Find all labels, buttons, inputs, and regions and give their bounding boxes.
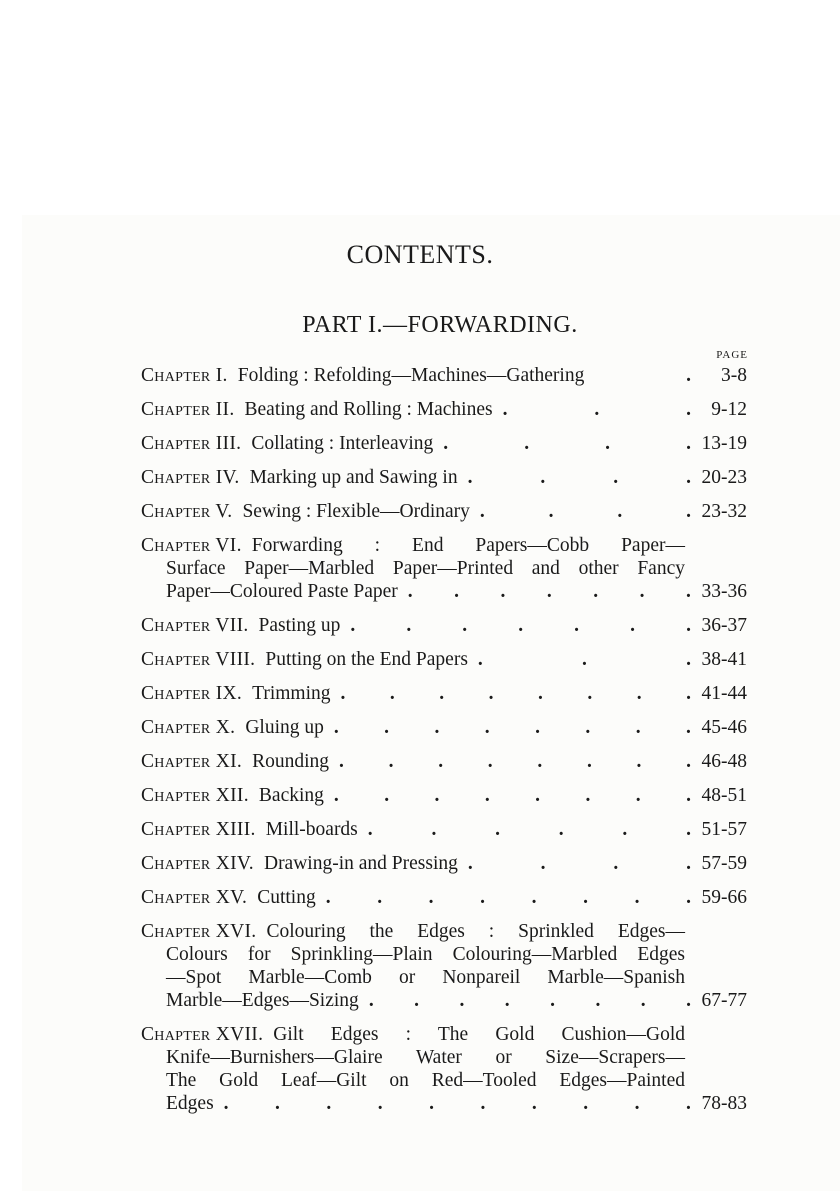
dot-leader: . . . . . . .	[350, 615, 691, 636]
chapter-number: VII.	[215, 615, 249, 636]
chapter-label: Chapter XVI.	[141, 921, 257, 942]
dot-leader: .	[686, 365, 691, 386]
chapter-label: Chapter III.	[141, 433, 242, 454]
page-range: 38-41	[701, 649, 747, 670]
chapter-topic-continued: —Spot Marble—Comb or Nonpareil Marble—Spanish	[166, 967, 685, 988]
chapter-number: XV.	[215, 887, 248, 908]
chapter-topic: Trimming	[252, 683, 331, 704]
dot-leader: . . . . . . . .	[325, 887, 691, 908]
dot-leader: . . .	[477, 649, 691, 670]
chapter-label: Chapter VIII.	[141, 649, 256, 670]
page-range: 9-12	[711, 399, 747, 420]
chapter-topic-continued: Edges	[166, 1093, 214, 1114]
toc-entry	[141, 920, 747, 1012]
chapter-topic: Forwarding : End Papers—Cobb Paper—	[251, 535, 685, 556]
chapter-number: XIV.	[215, 853, 254, 874]
page-range: 23-32	[701, 501, 747, 522]
chapter-topic: Collating : Interleaving	[251, 433, 434, 454]
chapter-topic: Folding : Refolding—Machines—Gathering	[237, 365, 585, 386]
page-range: 59-66	[701, 887, 747, 908]
toc-entry	[141, 1023, 747, 1115]
dot-leader: . . . . . . . .	[333, 785, 691, 806]
page-range: 20-23	[701, 467, 747, 488]
chapter-label: Chapter XII.	[141, 785, 249, 806]
page-column-label: PAGE	[716, 349, 748, 361]
dot-leader: . . . . . . . .	[340, 683, 691, 704]
toc-entry	[141, 682, 747, 705]
toc-entry	[141, 432, 747, 455]
page-range: 46-48	[701, 751, 747, 772]
chapter-number: I.	[215, 365, 228, 386]
chapter-topic: Marking up and Sawing in	[249, 467, 458, 488]
chapter-label: Chapter X.	[141, 717, 236, 738]
chapter-label: Chapter XI.	[141, 751, 243, 772]
chapter-topic: Colouring the Edges : Sprinkled Edges—	[266, 921, 685, 942]
chapter-number: XVI.	[215, 921, 257, 942]
toc-entry	[141, 534, 747, 603]
page-range: 67-77	[701, 990, 747, 1011]
page-range: 78-83	[701, 1093, 747, 1114]
chapter-label: Chapter VII.	[141, 615, 249, 636]
chapter-topic: Cutting	[257, 887, 316, 908]
toc-entry	[141, 500, 747, 523]
chapter-topic: Mill-boards	[265, 819, 358, 840]
chapter-label: Chapter VI.	[141, 535, 242, 556]
toc-entry	[141, 784, 747, 807]
chapter-number: XII.	[215, 785, 249, 806]
toc-entry	[141, 750, 747, 773]
chapter-label: Chapter IV.	[141, 467, 240, 488]
chapter-topic: Beating and Rolling : Machines	[244, 399, 493, 420]
dot-leader: . . . . . . . .	[339, 751, 691, 772]
chapter-topic: Drawing-in and Pressing	[263, 853, 458, 874]
contents-title: CONTENTS.	[346, 240, 494, 269]
chapter-topic-continued: Marble—Edges—Sizing	[166, 990, 359, 1011]
chapter-label: Chapter IX.	[141, 683, 243, 704]
dot-leader: . . . . . . . .	[333, 717, 691, 738]
toc-entry	[141, 614, 747, 637]
dot-leader: . . . .	[467, 853, 691, 874]
page-range: 45-46	[701, 717, 747, 738]
chapter-topic: Putting on the End Papers	[265, 649, 468, 670]
table-of-contents	[141, 364, 747, 1126]
chapter-label: Chapter XV.	[141, 887, 248, 908]
toc-entry	[141, 886, 747, 909]
chapter-number: XIII.	[215, 819, 256, 840]
chapter-number: XI.	[215, 751, 243, 772]
toc-entry	[141, 716, 747, 739]
chapter-topic-continued: Surface Paper—Marbled Paper—Printed and other Fancy	[166, 558, 685, 579]
chapter-label: Chapter XIII.	[141, 819, 256, 840]
page-range: 3-8	[721, 365, 747, 386]
page-range: 41-44	[701, 683, 747, 704]
page-range: 36-37	[701, 615, 747, 636]
chapter-label: Chapter V.	[141, 501, 233, 522]
dot-leader: . . . . . . . . . .	[223, 1093, 691, 1114]
chapter-topic: Sewing : Flexible—Ordinary	[242, 501, 470, 522]
toc-entry	[141, 398, 747, 421]
chapter-topic-continued: Knife—Burnishers—Glaire Water or Size—Scrapers—	[166, 1047, 685, 1068]
toc-entry	[141, 364, 747, 387]
toc-entry	[141, 466, 747, 489]
chapter-number: IX.	[215, 683, 243, 704]
toc-entry	[141, 648, 747, 671]
toc-entry	[141, 818, 747, 841]
chapter-number: VI.	[215, 535, 242, 556]
chapter-topic-continued: Paper—Coloured Paste Paper	[166, 581, 398, 602]
chapter-topic: Backing	[258, 785, 324, 806]
chapter-topic: Gluing up	[245, 717, 324, 738]
dot-leader: . . . . . .	[367, 819, 691, 840]
chapter-topic: Gilt Edges : The Gold Cushion—Gold	[273, 1024, 685, 1045]
dot-leader: . . . .	[443, 433, 691, 454]
chapter-number: VIII.	[215, 649, 256, 670]
chapter-number: XVII.	[215, 1024, 264, 1045]
dot-leader: . . . .	[479, 501, 691, 522]
chapter-label: Chapter XIV.	[141, 853, 254, 874]
dot-leader: . . . . . . .	[407, 581, 691, 602]
chapter-number: II.	[215, 399, 235, 420]
part-heading: PART I.—FORWARDING.	[302, 312, 578, 338]
page-range: 33-36	[701, 581, 747, 602]
chapter-topic-continued: Colours for Sprinkling—Plain Colouring—Marbled Edges	[166, 944, 685, 965]
chapter-label: Chapter XVII.	[141, 1024, 264, 1045]
chapter-number: III.	[215, 433, 242, 454]
chapter-number: V.	[215, 501, 233, 522]
chapter-number: X.	[215, 717, 236, 738]
dot-leader: . . . . . . . .	[368, 990, 691, 1011]
chapter-topic-continued: The Gold Leaf—Gilt on Red—Tooled Edges—Painted	[166, 1070, 685, 1091]
page-range: 13-19	[701, 433, 747, 454]
page-range: 57-59	[701, 853, 747, 874]
chapter-label: Chapter II.	[141, 399, 235, 420]
page-range: 51-57	[701, 819, 747, 840]
chapter-label: Chapter I.	[141, 365, 228, 386]
chapter-topic: Pasting up	[258, 615, 341, 636]
chapter-number: IV.	[215, 467, 240, 488]
dot-leader: . . .	[502, 399, 691, 420]
page-range: 48-51	[701, 785, 747, 806]
toc-entry	[141, 852, 747, 875]
chapter-topic: Rounding	[252, 751, 330, 772]
dot-leader: . . . .	[467, 467, 691, 488]
